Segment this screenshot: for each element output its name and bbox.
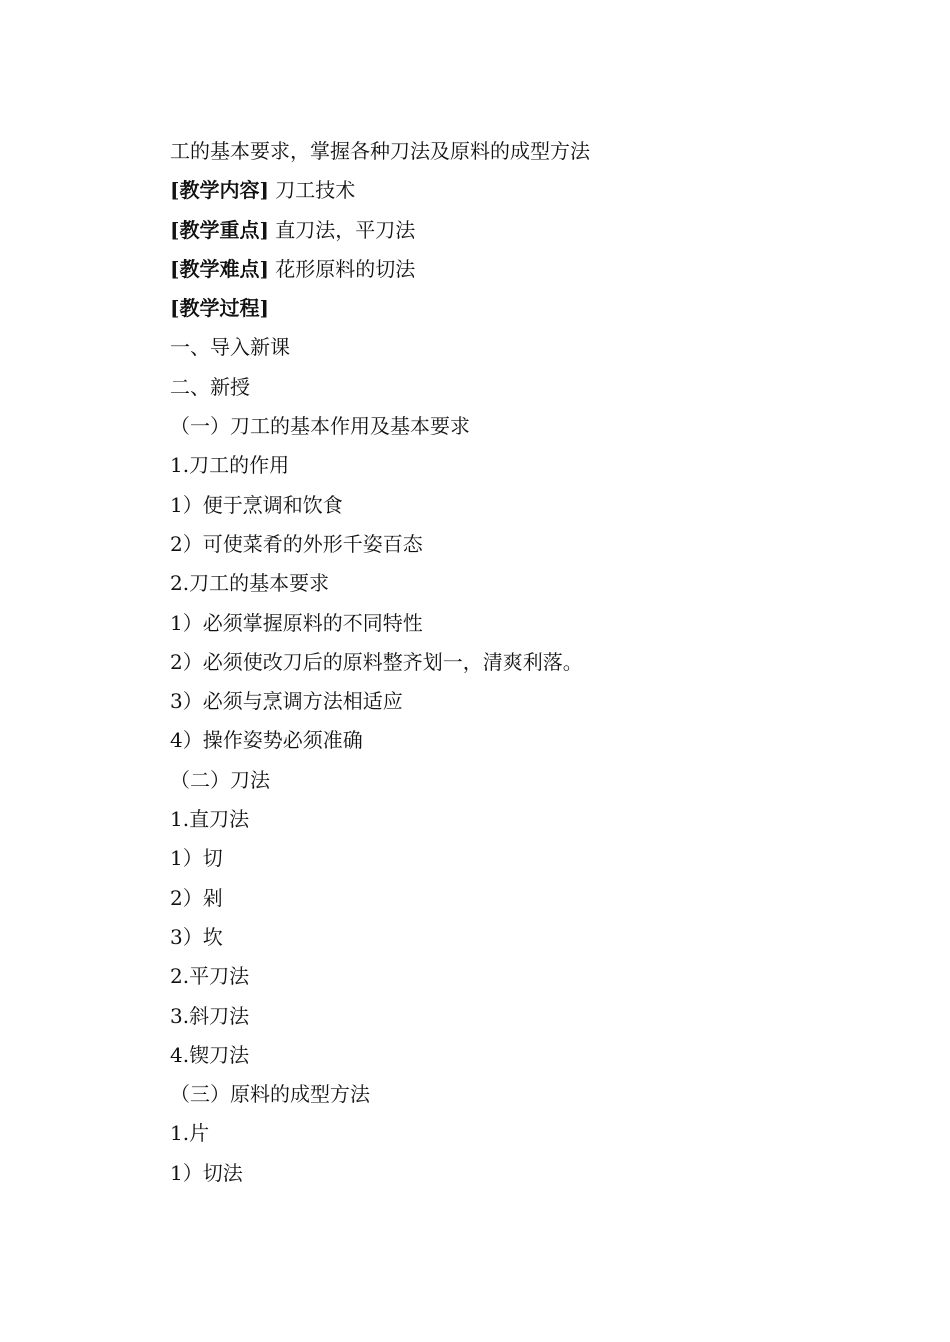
line-text: 2.平刀法 [170, 964, 250, 989]
list-item [170, 682, 870, 721]
line-text: 1.刀工的作用 [170, 453, 290, 478]
list-item [170, 525, 870, 564]
line-text: 一、导入新课 [170, 335, 290, 360]
teaching-content-line [170, 171, 870, 210]
teaching-content-label: [教学内容] [170, 178, 269, 203]
line-text: 2）必须使改刀后的原料整齐划一，清爽利落。 [170, 649, 583, 674]
line-text: （二）刀法 [170, 767, 270, 792]
list-item [170, 643, 870, 682]
section-heading [170, 368, 870, 407]
teaching-content-text: 刀工技术 [268, 178, 356, 203]
line-text: 1）切 [170, 846, 223, 871]
numbered-item [170, 997, 870, 1036]
line-text: 3.斜刀法 [170, 1003, 250, 1028]
numbered-item [170, 957, 870, 996]
list-item [170, 1154, 870, 1193]
teaching-focus-text: 直刀法，平刀法 [268, 217, 416, 242]
line-text: 3）坎 [170, 924, 223, 949]
line-text: 4.锲刀法 [170, 1042, 250, 1067]
list-item [170, 879, 870, 918]
line-text: （三）原料的成型方法 [170, 1082, 370, 1107]
line-text: 1）便于烹调和饮食 [170, 492, 343, 517]
list-item [170, 604, 870, 643]
list-item [170, 839, 870, 878]
numbered-item [170, 564, 870, 603]
numbered-item [170, 446, 870, 485]
numbered-item [170, 800, 870, 839]
teaching-difficulty-label: [教学难点] [170, 256, 269, 281]
line-text: （一）刀工的基本作用及基本要求 [170, 414, 470, 439]
line-text: 1）切法 [170, 1160, 243, 1185]
subsection-heading [170, 1075, 870, 1114]
teaching-focus-label: [教学重点] [170, 217, 269, 242]
section-heading [170, 328, 870, 367]
line-text: 工的基本要求，掌握各种刀法及原料的成型方法 [170, 139, 590, 163]
intro-line [170, 132, 870, 171]
line-text: 1.片 [170, 1121, 210, 1146]
line-text: 2.刀工的基本要求 [170, 571, 330, 596]
line-text: 2）可使菜肴的外形千姿百态 [170, 531, 423, 556]
list-item [170, 721, 870, 760]
teaching-process-label: [教学过程] [170, 296, 269, 321]
teaching-focus-line [170, 211, 870, 250]
subsection-heading [170, 761, 870, 800]
teaching-process-line [170, 289, 870, 328]
line-text: 3）必须与烹调方法相适应 [170, 689, 403, 714]
line-text: 二、新授 [170, 374, 250, 399]
numbered-item [170, 1114, 870, 1153]
line-text: 1）必须掌握原料的不同特性 [170, 610, 423, 635]
line-text: 2）剁 [170, 885, 223, 910]
line-text: 4）操作姿势必须准确 [170, 728, 363, 753]
subsection-heading [170, 407, 870, 446]
list-item [170, 486, 870, 525]
numbered-item [170, 1036, 870, 1075]
document-body [170, 132, 870, 1193]
teaching-difficulty-text: 花形原料的切法 [268, 256, 416, 281]
teaching-difficulty-line [170, 250, 870, 289]
list-item [170, 918, 870, 957]
line-text: 1.直刀法 [170, 807, 250, 832]
